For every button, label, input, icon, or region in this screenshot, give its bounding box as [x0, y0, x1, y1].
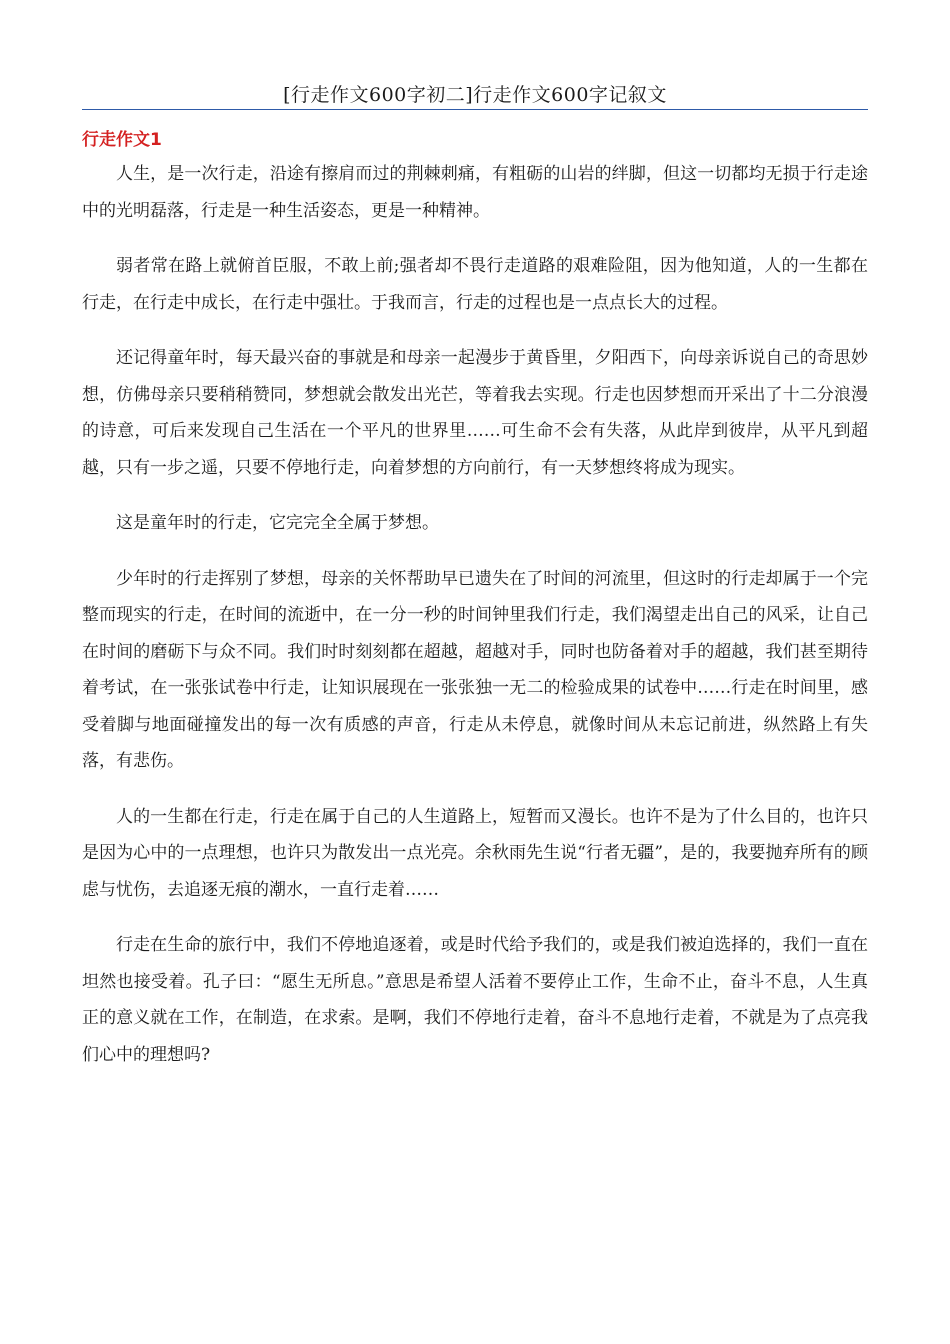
paragraph-3: 还记得童年时，每天最兴奋的事就是和母亲一起漫步于黄昏里，夕阳西下，向母亲诉说自己的奇思妙想，仿佛母亲只要稍稍赞同，梦想就会散发出光芒，等着我去实现。行走也因梦想而开采出了十二分浪漫的诗意，可后来发现自己生活在一个平凡的世界里……可生命不会有失落，从此岸到彼岸，从平凡到超越，只有一步之遥，只要不停地行走，向着梦想的方向前行，有一天梦想终将成为现实。 — [82, 348, 868, 478]
paragraph-6: 人的一生都在行走，行走在属于自己的人生道路上，短暂而又漫长。也许不是为了什么目的，也许只是因为心中的一点理想，也许只为散发出一点光亮。余秋雨先生说“行者无疆”，是的，我要抛弃所有的顾虑与忧伤，去追逐无痕的潮水，一直行走着…… — [82, 806, 868, 900]
page-title: [行走作文600字初二]行走作文600字记叙文 — [283, 84, 667, 106]
paragraph-4: 这是童年时的行走，它完完全全属于梦想。 — [116, 513, 439, 533]
article-body — [82, 156, 868, 1092]
paragraph-2: 弱者常在路上就俯首臣服，不敢上前;强者却不畏行走道路的艰难险阻，因为他知道，人的一生都在行走，在行走中成长，在行走中强壮。于我而言，行走的过程也是一点点长大的过程。 — [82, 256, 868, 313]
paragraph-1: 人生，是一次行走，沿途有擦肩而过的荆棘刺痛，有粗砺的山岩的绊脚，但这一切都均无损于行走途中的光明磊落，行走是一种生活姿态，更是一种精神。 — [82, 164, 868, 221]
paragraph-7: 行走在生命的旅行中，我们不停地追逐着，或是时代给予我们的，或是我们被迫选择的，我们一直在坦然也接受着。孔子曰：“愿生无所息。”意思是希望人活着不要停止工作，生命不止，奋斗不息，人生真正的意义就在工作，在制造，在求索。是啊，我们不停地行走着，奋斗不息地行走着，不就是为了点亮我们心中的理想吗? — [82, 935, 868, 1065]
paragraph-5: 少年时的行走挥别了梦想，母亲的关怀帮助早已遗失在了时间的河流里，但这时的行走却属于一个完整而现实的行走，在时间的流逝中，在一分一秒的时间钟里我们行走，我们渴望走出自己的风采，让自己在时间的磨砺下与众不同。我们时时刻刻都在超越，超越对手，同时也防备着对手的超越，我们甚至期待着考试，在一张张试卷中行走，让知识展现在一张张独一无二的检验成果的试卷中……行走在时间里，感受着脚与地面碰撞发出的每一次有质感的声音，行走从未停息，就像时间从未忘记前进，纵然路上有失落，有悲伤。 — [82, 568, 868, 771]
section-heading: 行走作文1 — [82, 130, 162, 150]
title-divider — [82, 109, 868, 110]
